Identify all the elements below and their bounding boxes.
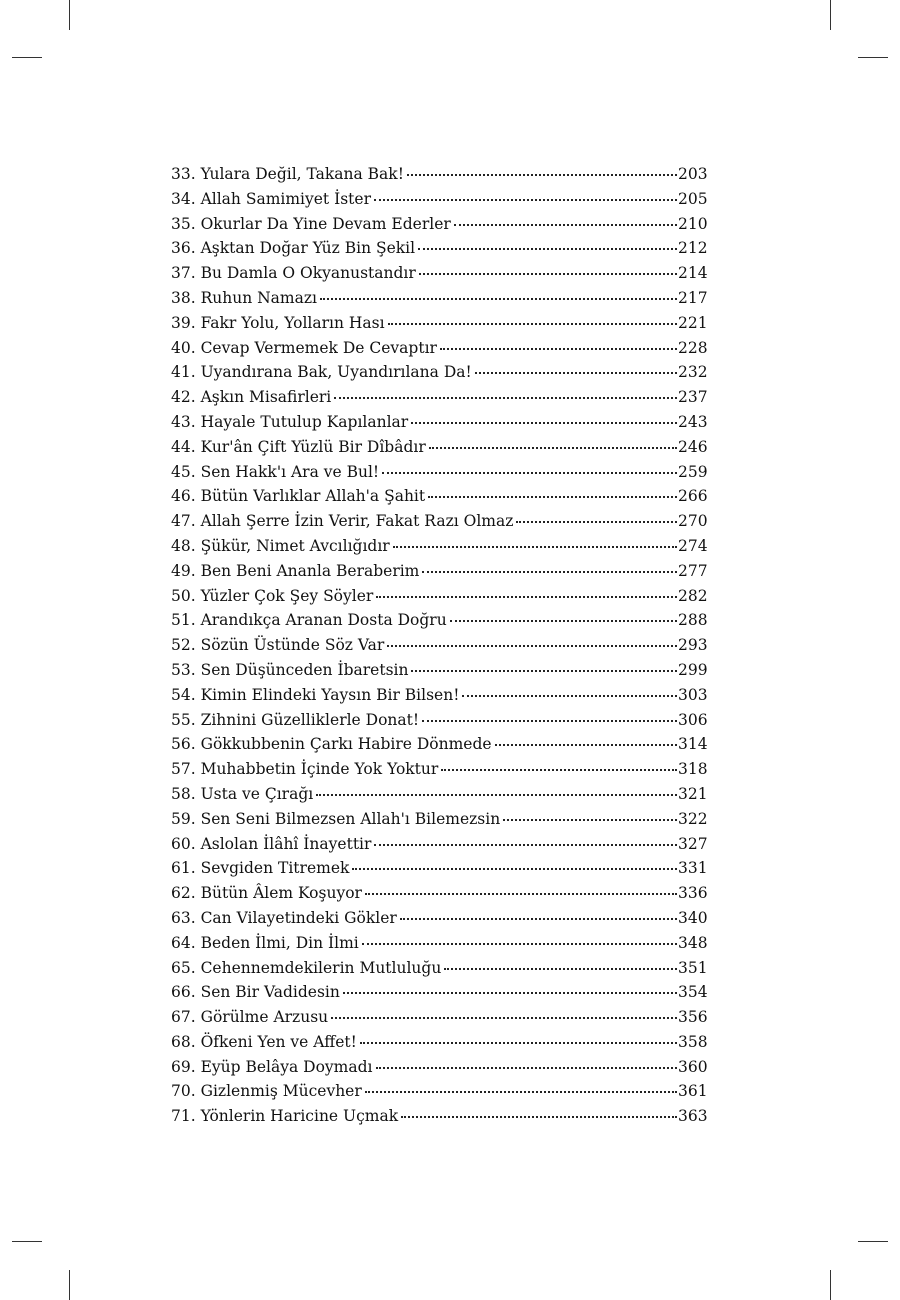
toc-entry-title: 49. Ben Beni Ananla Beraberim — [171, 561, 420, 580]
toc-entry-page: 340 — [678, 908, 708, 927]
dot-leader — [418, 234, 677, 250]
toc-entry — [171, 683, 706, 708]
toc-entry — [171, 385, 706, 410]
dot-leader — [444, 954, 677, 970]
toc-entry — [171, 410, 706, 435]
toc-entry-title: 58. Usta ve Çırağı — [171, 784, 314, 803]
toc-entry-page: 205 — [678, 189, 708, 208]
toc-entry — [171, 484, 706, 509]
dot-leader — [422, 706, 677, 722]
dot-leader — [316, 780, 677, 796]
toc-entry-title: 65. Cehennemdekilerin Mutluluğu — [171, 958, 442, 977]
toc-entry-page: 321 — [678, 784, 708, 803]
toc-entry-title: 33. Yulara Değil, Takana Bak! — [171, 165, 404, 183]
toc-entry-title: 50. Yüzler Çok Şey Söyler — [171, 586, 374, 605]
dot-leader — [400, 904, 677, 920]
toc-entry — [171, 559, 706, 584]
toc-entry-title: 51. Arandıkça Aranan Dosta Doğru — [171, 611, 447, 630]
toc-entry-page: 282 — [678, 586, 708, 605]
toc-entry-page: 314 — [678, 735, 708, 754]
toc-entry — [171, 956, 706, 981]
toc-entry — [171, 534, 706, 559]
crop-mark-top-left — [69, 0, 70, 30]
dot-leader — [334, 383, 677, 399]
toc-entry-page: 331 — [678, 859, 708, 878]
dot-leader — [422, 557, 677, 573]
dot-leader — [411, 656, 677, 672]
toc-entry-title: 36. Aşktan Doğar Yüz Bin Şekil — [171, 239, 416, 258]
toc-entry — [171, 856, 706, 881]
toc-entry-title: 44. Kur'ân Çift Yüzlü Bir Dîbâdır — [171, 437, 426, 456]
toc-entry — [171, 1079, 706, 1104]
toc-entry — [171, 336, 706, 361]
toc-entry-title: 40. Cevap Vermemek De Cevaptır — [171, 338, 437, 357]
toc-entry-title: 47. Allah Şerre İzin Verir, Fakat Razı Olmaz — [171, 512, 514, 531]
dot-leader — [320, 284, 677, 300]
toc-entry-title: 68. Öfkeni Yen ve Affet! — [171, 1032, 357, 1051]
toc-entry-page: 303 — [678, 685, 708, 704]
toc-entry — [171, 1104, 706, 1129]
toc-entry — [171, 980, 706, 1005]
toc-entry-page: 274 — [678, 536, 708, 555]
dot-leader — [376, 582, 677, 598]
dot-leader — [362, 929, 677, 945]
toc-entry — [171, 608, 706, 633]
toc-entry-title: 63. Can Vilayetindeki Gökler — [171, 908, 397, 927]
dot-leader — [360, 1028, 677, 1044]
toc-entry-page: 327 — [678, 834, 708, 853]
dot-leader — [411, 408, 677, 424]
toc-entry-title: 67. Görülme Arzusu — [171, 1008, 329, 1027]
toc-entry — [171, 732, 706, 757]
toc-entry-page: 237 — [678, 388, 708, 407]
toc-entry-title: 45. Sen Hakk'ı Ara ve Bul! — [171, 462, 380, 481]
toc-entry-page: 266 — [678, 487, 708, 506]
toc-entry-page: 221 — [678, 313, 708, 332]
toc-entry-page: 277 — [678, 561, 708, 580]
toc-entry-title: 60. Aslolan İlâhî İnayettir — [171, 834, 372, 853]
toc-entry-title: 52. Sözün Üstünde Söz Var — [171, 636, 385, 655]
crop-mark-top-right — [830, 0, 831, 30]
dot-leader — [365, 879, 677, 895]
toc-entry-page: 348 — [678, 933, 708, 952]
toc-entry-page: 203 — [678, 165, 708, 183]
toc-entry — [171, 708, 706, 733]
toc-entry-page: 293 — [678, 636, 708, 655]
toc-entry-page: 358 — [678, 1032, 708, 1051]
toc-entry-title: 48. Şükür, Nimet Avcılığıdır — [171, 536, 390, 555]
toc-entry — [171, 1005, 706, 1030]
toc-entry-title: 42. Aşkın Misafirleri — [171, 388, 332, 407]
crop-mark-bottom-right — [830, 1270, 831, 1300]
toc-entry-title: 56. Gökkubbenin Çarkı Habire Dönmede — [171, 735, 492, 754]
toc-entry — [171, 360, 706, 385]
toc-entry — [171, 881, 706, 906]
toc-entry — [171, 807, 706, 832]
toc-entry-page: 306 — [678, 710, 708, 729]
toc-entry-title: 41. Uyandırana Bak, Uyandırılana Da! — [171, 363, 472, 382]
dot-leader — [428, 482, 677, 498]
toc-entry-page: 214 — [678, 264, 708, 283]
toc-entry-title: 34. Allah Samimiyet İster — [171, 189, 371, 208]
toc-entry-title: 59. Sen Seni Bilmezsen Allah'ı Bilemezsin — [171, 809, 501, 828]
toc-entry — [171, 633, 706, 658]
dot-leader — [454, 210, 677, 226]
toc-entry — [171, 162, 706, 187]
toc-entry — [171, 212, 706, 237]
toc-entry-page: 354 — [678, 983, 708, 1002]
toc-entry — [171, 1030, 706, 1055]
toc-entry — [171, 460, 706, 485]
toc-entry-page: 232 — [678, 363, 708, 382]
dot-leader — [376, 1053, 678, 1069]
dot-leader — [503, 805, 677, 821]
toc-entry-page: 336 — [678, 884, 708, 903]
crop-mark-right-bottom — [858, 1241, 888, 1242]
toc-entry-page: 351 — [678, 958, 708, 977]
toc-entry-page: 259 — [678, 462, 708, 481]
dot-leader — [441, 755, 677, 771]
toc-entry-title: 53. Sen Düşünceden İbaretsin — [171, 660, 409, 679]
toc-entry-page: 243 — [678, 412, 708, 431]
dot-leader — [388, 309, 677, 325]
toc-entry-title: 57. Muhabbetin İçinde Yok Yoktur — [171, 760, 439, 779]
dot-leader — [495, 730, 677, 746]
toc-entry — [171, 906, 706, 931]
toc-entry — [171, 757, 706, 782]
toc-entry-page: 228 — [678, 338, 708, 357]
crop-mark-bottom-left — [69, 1270, 70, 1300]
toc-entry — [171, 236, 706, 261]
toc-entry — [171, 509, 706, 534]
toc-entry-title: 54. Kimin Elindeki Yaysın Bir Bilsen! — [171, 685, 460, 704]
dot-leader — [462, 681, 677, 697]
toc-entry-page: 217 — [678, 288, 708, 307]
table-of-contents — [171, 162, 706, 1129]
toc-entry-title: 62. Bütün Âlem Koşuyor — [171, 884, 362, 903]
dot-leader — [516, 507, 677, 523]
toc-entry-page: 246 — [678, 437, 708, 456]
toc-entry — [171, 187, 706, 212]
dot-leader — [387, 631, 677, 647]
toc-entry — [171, 782, 706, 807]
toc-entry-page: 360 — [678, 1057, 708, 1076]
toc-entry-title: 38. Ruhun Namazı — [171, 288, 317, 307]
dot-leader — [365, 1077, 677, 1093]
crop-mark-left-top — [12, 57, 42, 58]
toc-entry — [171, 658, 706, 683]
dot-leader — [475, 358, 677, 374]
dot-leader — [393, 532, 677, 548]
toc-entry-title: 64. Beden İlmi, Din İlmi — [171, 933, 359, 952]
toc-entry-title: 43. Hayale Tutulup Kapılanlar — [171, 412, 409, 431]
toc-entry — [171, 1055, 706, 1080]
toc-entry-page: 322 — [678, 809, 708, 828]
toc-entry-page: 210 — [678, 214, 708, 233]
dot-leader — [374, 185, 677, 201]
toc-entry-page: 363 — [678, 1107, 708, 1126]
toc-entry-title: 69. Eyüp Belâya Doymadı — [171, 1057, 373, 1076]
toc-entry-title: 66. Sen Bir Vadidesin — [171, 983, 340, 1002]
toc-entry — [171, 931, 706, 956]
dot-leader — [450, 606, 677, 622]
toc-entry — [171, 311, 706, 336]
toc-entry — [171, 435, 706, 460]
toc-entry — [171, 832, 706, 857]
dot-leader — [429, 433, 677, 449]
toc-entry-title: 46. Bütün Varlıklar Allah'a Şahit — [171, 487, 426, 506]
toc-entry-page: 318 — [678, 760, 708, 779]
dot-leader — [352, 854, 677, 870]
toc-entry-title: 70. Gizlenmiş Mücevher — [171, 1082, 362, 1101]
toc-entry — [171, 584, 706, 609]
dot-leader — [440, 334, 677, 350]
toc-entry-page: 299 — [678, 660, 708, 679]
dot-leader — [407, 160, 677, 176]
dot-leader — [401, 1102, 677, 1118]
dot-leader — [374, 830, 677, 846]
dot-leader — [382, 458, 677, 474]
toc-entry-page: 288 — [678, 611, 708, 630]
toc-entry — [171, 261, 706, 286]
crop-mark-right-top — [858, 57, 888, 58]
toc-entry-page: 361 — [678, 1082, 708, 1101]
dot-leader — [419, 259, 677, 275]
toc-entry-title: 35. Okurlar Da Yine Devam Ederler — [171, 214, 451, 233]
crop-mark-left-bottom — [12, 1241, 42, 1242]
toc-entry-title: 61. Sevgiden Titremek — [171, 859, 350, 878]
toc-entry-title: 37. Bu Damla O Okyanustandır — [171, 264, 416, 283]
toc-entry-page: 270 — [678, 512, 708, 531]
toc-entry-title: 39. Fakr Yolu, Yolların Hası — [171, 313, 385, 332]
toc-entry-page: 356 — [678, 1008, 708, 1027]
toc-entry-page: 212 — [678, 239, 708, 258]
toc-entry-title: 71. Yönlerin Haricine Uçmak — [171, 1107, 399, 1126]
dot-leader — [343, 978, 677, 994]
toc-entry — [171, 286, 706, 311]
toc-entry-title: 55. Zihnini Güzelliklerle Donat! — [171, 710, 420, 729]
dot-leader — [331, 1003, 677, 1019]
